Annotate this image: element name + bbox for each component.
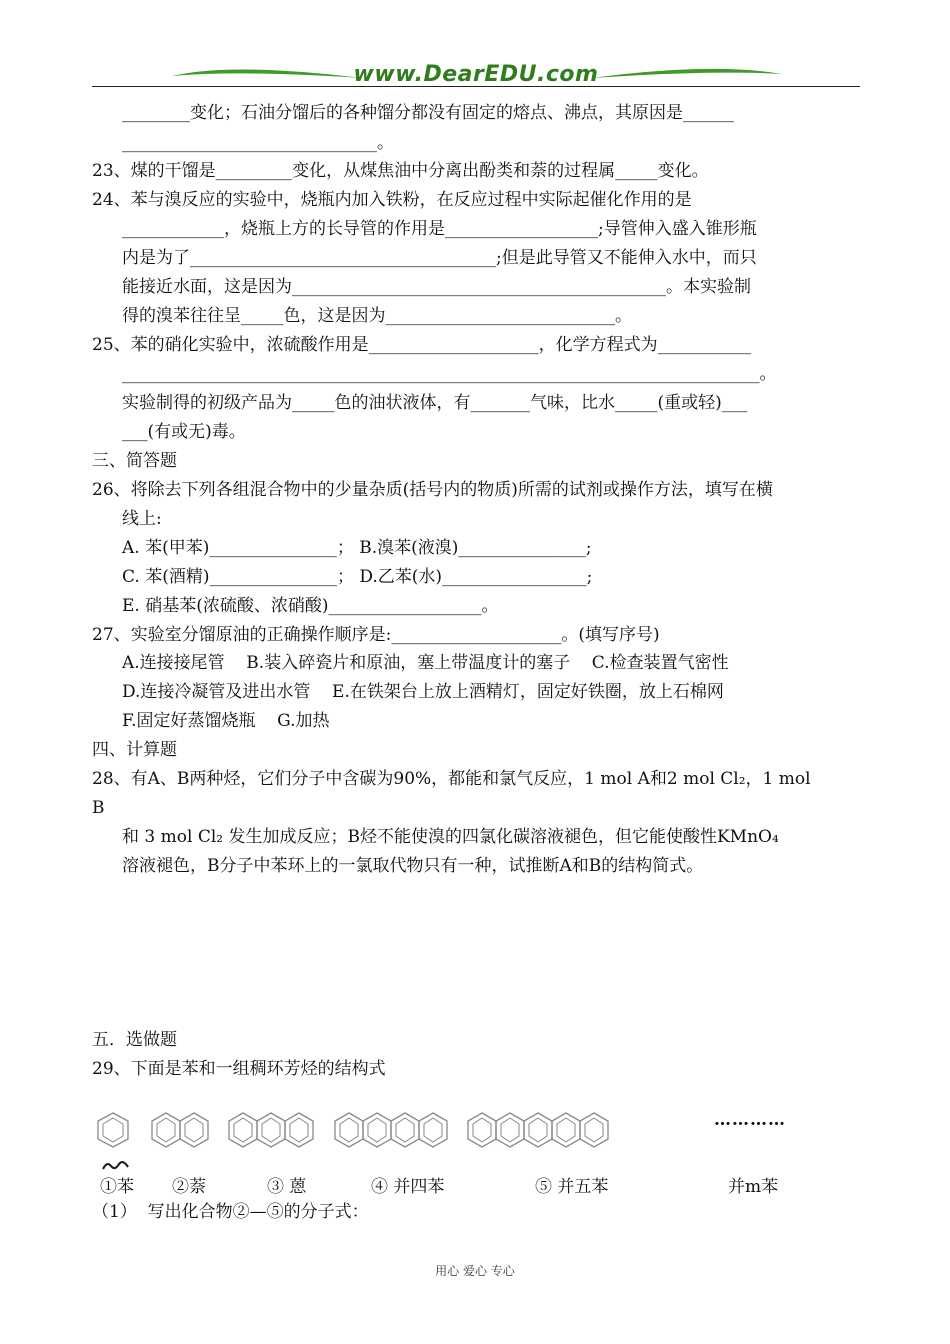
q26-options-ab: A. 苯(甲苯)_______________； B.溴苯(液溴)_______________;: [122, 538, 592, 558]
q24-line-3: 内是为了____________________________________;但是此导管又不能伸入水中，而只: [122, 248, 757, 268]
q23-text: 23、煤的干馏是_________变化，从煤焦油中分离出酚类和萘的过程属_____变化。: [92, 161, 709, 181]
q22-continued-line: ________变化；石油分馏后的各种馏分都没有固定的熔点、沸点，其原因是______: [122, 103, 734, 123]
q26-line-2: 线上:: [122, 509, 162, 529]
q26-text: 26、将除去下列各组混合物中的少量杂质(括号内的物质)所需的试剂或操作方法，填写在横: [92, 480, 773, 500]
q27-options-fg: F.固定好蒸馏烧瓶 G.加热: [122, 711, 330, 731]
q24-line-5: 得的溴苯往往呈_____色，这是因为___________________________。: [122, 306, 632, 326]
q28-text: 28、有A、B两种烃，它们分子中含碳为90%，都能和氯气反应，1 mol A和2 mol Cl₂，1 mol: [92, 769, 811, 789]
q25-blank-line: ___________________________________________________________________________。: [122, 364, 777, 384]
q25-line-4: ___(有或无)毒。: [122, 422, 246, 442]
q28-line-2: B: [92, 798, 105, 818]
q29-text: 29、下面是苯和一组稠环芳烃的结构式: [92, 1059, 386, 1079]
header-rule: [92, 86, 860, 87]
pentacene-structure-icon: [466, 1110, 614, 1150]
q27-options-abc: A.连接接尾管 B.装入碎瓷片和原油，塞上带温度计的塞子 C.检查装置气密性: [122, 653, 729, 673]
q28-line-3: 和 3 mol Cl₂ 发生加成反应；B烃不能使溴的四氯化碳溶液褪色，但它能使酸性KMnO₄: [122, 827, 779, 847]
label-m-acene: 并m苯: [728, 1177, 779, 1197]
label-pentacene: ⑤ 并五苯: [535, 1177, 609, 1197]
page-footer: 用心 爱心 专心: [435, 1264, 515, 1278]
tetracene-structure-icon: [333, 1110, 451, 1150]
q24-line-4: 能接近水面，这是因为____________________________________________。本实验制: [122, 277, 751, 297]
naphthalene-structure-icon: [150, 1110, 212, 1150]
q26-options-cd: C. 苯(酒精)_______________； D.乙苯(水)_________________;: [122, 567, 593, 587]
section-4-heading: 四、计算题: [92, 740, 177, 760]
q24-line-2: ____________，烧瓶上方的长导管的作用是__________________;导管伸入盛入锥形瓶: [122, 219, 757, 239]
q25-line-3: 实验制得的初级产品为_____色的油状液体，有_______气味，比水_____(重或轻)___: [122, 393, 748, 413]
label-benzene: ①苯: [100, 1177, 134, 1197]
section-3-heading: 三、简答题: [92, 451, 177, 471]
label-naphthalene: ②萘: [172, 1177, 206, 1197]
q29-sub1: （1） 写出化合物②—⑤的分子式：: [92, 1202, 369, 1222]
section-5-heading: 五．选做题: [92, 1030, 177, 1050]
anthracene-structure-icon: [227, 1110, 317, 1150]
q27-options-de: D.连接冷凝管及进出水管 E.在铁架台上放上酒精灯，固定好铁圈，放上石棉网: [122, 682, 724, 702]
benzene-structure-icon: [95, 1110, 131, 1150]
q28-line-4: 溶液褪色，B分子中苯环上的一氯取代物只有一种，试推断A和B的结构简式。: [122, 856, 704, 876]
q24-text: 24、苯与溴反应的实验中，烧瓶内加入铁粉，在反应过程中实际起催化作用的是: [92, 190, 692, 210]
right-swoosh-decoration: [592, 64, 782, 86]
page-header: [92, 60, 860, 94]
q27-text: 27、实验室分馏原油的正确操作顺序是:____________________。(填写序号): [92, 625, 660, 645]
label-tetracene: ④ 并四苯: [371, 1177, 445, 1197]
continuation-dots: …………: [714, 1110, 786, 1130]
site-logo-text: www.DearEDU.com: [353, 62, 599, 87]
q25-text: 25、苯的硝化实验中，浓硫酸作用是____________________，化学方程式为___________: [92, 335, 752, 355]
q26-option-e: E. 硝基苯(浓硫酸、浓硝酸)__________________。: [122, 596, 499, 616]
q22-blank-line: ______________________________。: [122, 133, 394, 153]
label-anthracene: ③ 蒽: [267, 1177, 307, 1197]
scribble-mark-icon: [101, 1160, 131, 1172]
